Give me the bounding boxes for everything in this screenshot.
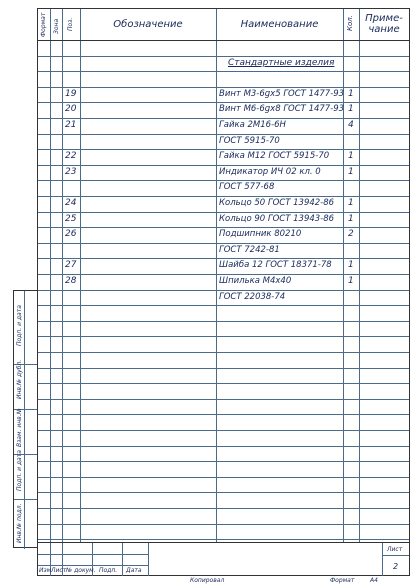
header-note-line1: Приме-	[365, 13, 403, 24]
row-line	[38, 227, 409, 228]
row-pos: 23	[65, 166, 77, 177]
row-line	[38, 258, 409, 259]
row-line	[38, 414, 409, 415]
stamp-podp: Подп.	[99, 567, 118, 574]
row-line	[38, 196, 409, 197]
header-note	[359, 13, 409, 35]
row-name: Шпилька М4х40	[219, 276, 292, 286]
row-line	[38, 336, 409, 337]
row-name: ГОСТ 577-68	[219, 182, 275, 193]
header-note-line2: чание	[368, 24, 400, 35]
header-zone: Зона	[53, 18, 60, 34]
stamp-line-1	[38, 554, 148, 555]
header-name: Наименование	[240, 19, 319, 30]
stamp-line-sheet	[382, 555, 409, 556]
row-line	[38, 368, 409, 369]
title-block	[38, 542, 409, 576]
row-name: Кольцо 50 ГОСТ 13942-86	[219, 198, 335, 208]
row-line	[38, 56, 409, 57]
row-qty: 2	[348, 229, 354, 240]
row-line	[38, 321, 409, 322]
row-line	[38, 243, 409, 244]
row-pos: 20	[65, 104, 77, 115]
row-line	[38, 383, 409, 384]
row-line	[38, 524, 409, 525]
side-block	[13, 290, 38, 548]
row-qty: 1	[348, 198, 354, 208]
row-line	[38, 492, 409, 493]
row-line	[38, 212, 409, 213]
footer-format-label: Формат	[330, 577, 355, 584]
side-line-4	[14, 499, 37, 500]
row-name: Винт М3-6gх5 ГОСТ 1477-93	[219, 88, 345, 99]
side-label-sign-date-2: Подп. и дата	[16, 450, 23, 491]
stamp-sheet-number: 2	[393, 562, 399, 571]
row-name: Индикатор ИЧ 02 кл. 0	[219, 166, 321, 177]
row-line	[38, 149, 409, 150]
stamp-doc: № докум.	[66, 567, 96, 574]
side-label-dup-inv: Инв.№ дубл.	[16, 359, 23, 399]
row-name: Подшипник 80210	[219, 229, 302, 240]
row-line	[38, 180, 409, 181]
row-line	[38, 165, 409, 166]
row-line	[38, 102, 409, 103]
section-title: Стандартные изделия	[228, 58, 335, 68]
stamp-divider-5	[148, 543, 149, 576]
side-label-sign-date-1: Подп. и дата	[16, 305, 23, 346]
row-qty: 1	[348, 213, 354, 224]
stamp-line-2	[38, 565, 148, 566]
row-name: Винт М6-6gх8 ГОСТ 1477-93	[219, 104, 345, 115]
row-line	[38, 290, 409, 291]
row-name: ГОСТ 5915-70	[219, 135, 280, 146]
header-qty: Кол.	[346, 15, 354, 31]
row-line	[38, 352, 409, 353]
row-line	[38, 430, 409, 431]
stamp-divider-6	[382, 543, 383, 576]
side-label-replaced-inv: Взам. инв.№	[16, 408, 23, 447]
row-pos: 19	[65, 88, 77, 99]
row-line	[38, 305, 409, 306]
row-line	[38, 71, 409, 72]
row-name: ГОСТ 22038-74	[219, 291, 286, 302]
header-designation: Обозначение	[113, 19, 183, 30]
row-name: Шайба 12 ГОСТ 18371-78	[219, 260, 332, 271]
stamp-divider-4	[122, 543, 123, 576]
header-pos: Поз.	[67, 17, 74, 31]
stamp-list: Лист	[51, 567, 67, 574]
row-qty: 1	[348, 276, 354, 286]
row-line	[38, 399, 409, 400]
row-qty: 1	[348, 151, 354, 162]
row-pos: 26	[65, 229, 77, 240]
row-name: Гайка М12 ГОСТ 5915-70	[219, 151, 330, 162]
stamp-izm: Изм	[39, 567, 52, 574]
header-format: Формат	[40, 12, 47, 37]
row-pos: 21	[65, 120, 77, 130]
row-line	[38, 118, 409, 119]
row-line	[38, 87, 409, 88]
row-qty: 1	[348, 104, 354, 115]
row-pos: 25	[65, 213, 77, 224]
row-line	[38, 477, 409, 478]
table-frame	[37, 8, 410, 576]
row-qty: 1	[348, 260, 354, 271]
row-line	[38, 446, 409, 447]
footer-format-value: А4	[370, 577, 378, 584]
side-label-orig-inv: Инв.№ подл.	[16, 503, 23, 543]
row-name: Гайка 2М16-6Н	[219, 120, 286, 130]
stamp-data: Дата	[126, 567, 142, 574]
stamp-sheet-label: Лист	[387, 546, 403, 553]
footer-copied: Копировал	[190, 577, 225, 584]
row-pos: 24	[65, 198, 77, 208]
row-qty: 4	[348, 120, 354, 130]
row-name: ГОСТ 7242-81	[219, 244, 280, 255]
row-pos: 28	[65, 276, 77, 286]
row-pos: 22	[65, 151, 77, 162]
row-qty: 1	[348, 166, 354, 177]
row-line	[38, 508, 409, 509]
row-line	[38, 274, 409, 275]
row-line	[38, 461, 409, 462]
row-name: Кольцо 90 ГОСТ 13943-86	[219, 213, 335, 224]
row-pos: 27	[65, 260, 77, 271]
row-line	[38, 134, 409, 135]
row-qty: 1	[348, 88, 354, 99]
row-line	[38, 539, 409, 540]
header-divider	[38, 40, 409, 41]
